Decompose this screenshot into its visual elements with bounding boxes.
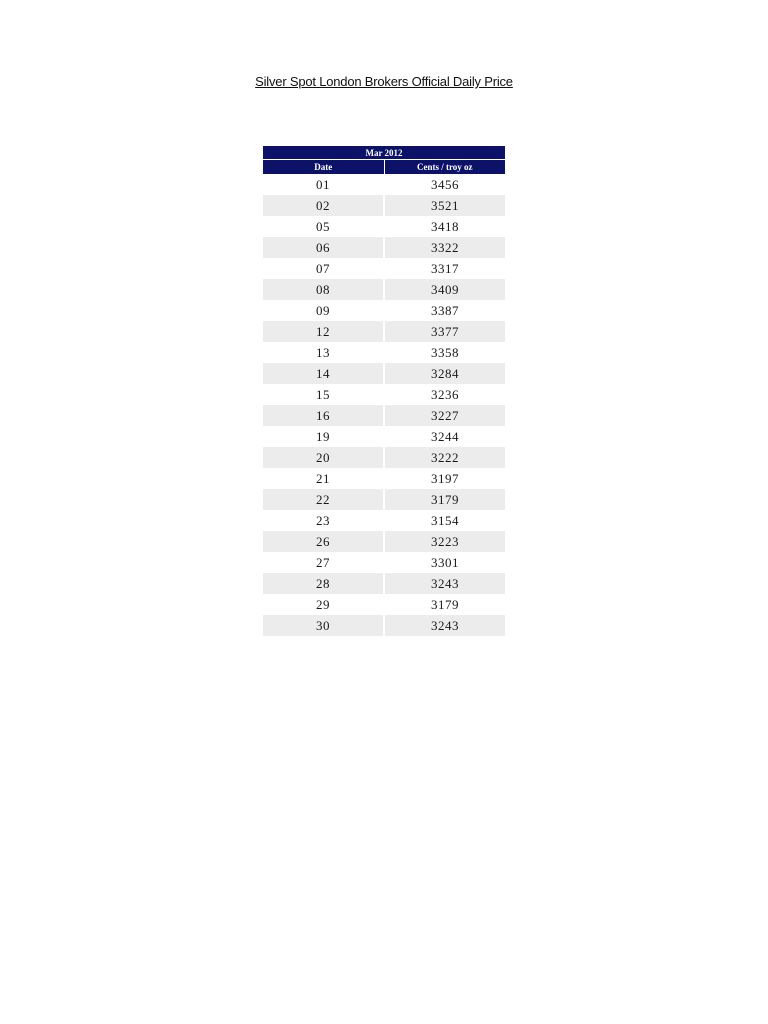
table-row — [263, 342, 505, 363]
cell-price: 3244 — [431, 428, 459, 444]
cell-date: 22 — [263, 489, 384, 510]
cell-price: 3179 — [431, 596, 459, 612]
cell-date: 30 — [263, 615, 384, 636]
table-row — [263, 489, 505, 510]
cell-price: 3243 — [384, 573, 505, 594]
table-period: Mar 2012 — [263, 146, 505, 160]
cell-date: 13 — [263, 342, 384, 363]
cell-price: 3301 — [431, 554, 459, 570]
cell-date: 12 — [263, 321, 384, 342]
cell-price: 3223 — [384, 531, 505, 552]
table-row — [263, 510, 505, 531]
table-row — [263, 384, 505, 405]
cell-price: 3358 — [431, 344, 459, 360]
cell-price: 3456 — [431, 176, 459, 192]
cell-date: 27 — [263, 552, 384, 573]
table-row — [263, 531, 505, 552]
cell-price: 3179 — [384, 489, 505, 510]
cell-price: 3222 — [384, 447, 505, 468]
cell-date: 14 — [263, 363, 384, 384]
table-row — [263, 321, 505, 342]
cell-date: 28 — [263, 573, 384, 594]
cell-date: 15 — [263, 384, 384, 405]
table-row — [263, 279, 505, 300]
table-row — [263, 426, 505, 447]
cell-date: 07 — [263, 258, 384, 279]
table-row — [263, 573, 505, 594]
cell-price: 3317 — [431, 260, 459, 276]
cell-price: 3521 — [384, 195, 505, 216]
cell-date: 08 — [263, 279, 384, 300]
table-row — [263, 174, 505, 195]
table-row — [263, 216, 505, 237]
cell-price: 3236 — [431, 386, 459, 402]
cell-price: 3227 — [384, 405, 505, 426]
table-row — [263, 468, 505, 489]
cell-price: 3322 — [384, 237, 505, 258]
table-row — [263, 615, 505, 636]
table-row — [263, 195, 505, 216]
cell-price: 3243 — [384, 615, 505, 636]
cell-price: 3387 — [431, 302, 459, 318]
cell-date: 29 — [263, 594, 384, 615]
table-row — [263, 237, 505, 258]
cell-price: 3284 — [384, 363, 505, 384]
table-row — [263, 447, 505, 468]
price-table — [263, 146, 505, 636]
table-row — [263, 405, 505, 426]
table-row — [263, 363, 505, 384]
cell-date: 05 — [263, 216, 384, 237]
cell-price: 3197 — [431, 470, 459, 486]
column-header-date: Date — [263, 160, 384, 175]
cell-date: 01 — [263, 174, 384, 195]
cell-price: 3409 — [384, 279, 505, 300]
cell-date: 06 — [263, 237, 384, 258]
cell-date: 21 — [263, 468, 384, 489]
page-title: Silver Spot London Brokers Official Daily Price — [255, 74, 513, 89]
table-period-row — [263, 146, 505, 160]
cell-date: 09 — [263, 300, 384, 321]
table-body — [263, 174, 505, 636]
cell-price: 3418 — [431, 218, 459, 234]
cell-date: 19 — [263, 426, 384, 447]
table-row — [263, 300, 505, 321]
cell-date: 26 — [263, 531, 384, 552]
cell-price: 3154 — [431, 512, 459, 528]
table-row — [263, 594, 505, 615]
cell-price: 3377 — [384, 321, 505, 342]
cell-date: 23 — [263, 510, 384, 531]
column-header-price: Cents / troy oz — [384, 160, 505, 175]
cell-date: 16 — [263, 405, 384, 426]
cell-date: 20 — [263, 447, 384, 468]
table-column-headers — [263, 160, 505, 175]
table-row — [263, 552, 505, 573]
table-header — [263, 146, 505, 174]
table-row — [263, 258, 505, 279]
cell-date: 02 — [263, 195, 384, 216]
